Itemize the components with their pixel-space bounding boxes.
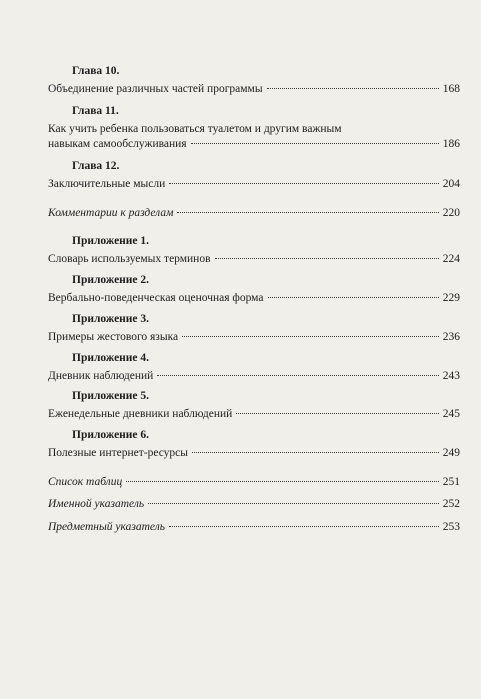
chapter-label: Приложение 3. [72,313,150,325]
toc-entry-chapter-12 [48,159,460,192]
chapter-label: Глава 11. [72,105,119,117]
entry-title: Заключительные мысли [48,178,166,190]
toc-line [48,291,460,306]
page-number: 229 [442,292,460,304]
toc-entry-subject-index [48,520,460,535]
toc-line [48,369,460,384]
entry-title: Вербально-поведенческая оценочная форма [48,292,264,304]
dot-leader [267,88,439,89]
chapter-label: Глава 12. [72,160,120,172]
page-number: 243 [442,370,460,382]
page-number: 252 [442,498,460,510]
toc-line [48,82,460,97]
page-number: 204 [442,178,460,190]
entry-title: Примеры жестового языка [48,331,179,343]
page-number: 251 [442,476,460,488]
dot-leader [182,336,439,337]
toc-entry-name-index [48,497,460,512]
toc-line [48,137,460,152]
page-number: 253 [442,521,460,533]
page-number: 220 [442,207,460,219]
toc-line [48,206,460,221]
toc-line [48,252,460,267]
dot-leader [268,297,439,298]
chapter-label: Приложение 6. [72,429,150,441]
toc-entry-list-of-tables [48,475,460,490]
entry-title: Комментарии к разделам [48,207,174,219]
chapter-label: Приложение 1. [72,235,150,247]
toc-line [48,520,460,535]
page-number: 168 [442,83,460,95]
entry-title-line-1: Как учить ребенка пользоваться туалетом и другим важным [48,123,342,135]
entry-title: Полезные интернет-ресурсы [48,447,189,459]
chapter-label: Приложение 2. [72,274,150,286]
toc-entry-chapter-11 [48,104,460,152]
toc-entry-appendix-3 [48,312,460,345]
dot-leader [148,503,439,504]
page-number: 236 [442,331,460,343]
dot-leader [177,212,438,213]
toc-line [48,475,460,490]
dot-leader [236,413,438,414]
toc-line [48,330,460,345]
dot-leader [169,183,438,184]
chapter-label: Глава 10. [72,65,120,77]
toc-entry-chapter-10 [48,64,460,97]
toc-line [48,177,460,192]
toc-line [48,407,460,422]
toc-line [48,446,460,461]
toc-entry-appendix-6 [48,428,460,461]
toc-line [48,497,460,512]
chapter-label: Приложение 4. [72,352,150,364]
toc-entry-appendix-1 [48,234,460,267]
entry-title: Еженедельные дневники наблюдений [48,408,233,420]
entry-title: Предметный указатель [48,521,165,533]
entry-title: Список таблиц [48,476,123,488]
toc-entry-appendix-5 [48,389,460,422]
entry-title: Дневник наблюдений [48,370,154,382]
page-number: 186 [442,138,460,150]
toc-entry-comments [48,206,460,221]
page-number: 245 [442,408,460,420]
dot-leader [126,481,439,482]
entry-title: навыкам самообслуживания [48,138,187,150]
toc-entry-appendix-4 [48,351,460,384]
chapter-label: Приложение 5. [72,390,150,402]
toc-entry-appendix-2 [48,273,460,306]
entry-title: Объединение различных частей программы [48,83,263,95]
dot-leader [157,375,438,376]
dot-leader [215,258,439,259]
page-number: 249 [442,447,460,459]
page-number: 224 [442,253,460,265]
dot-leader [191,143,439,144]
entry-title: Именной указатель [48,498,145,510]
entry-title: Словарь используемых терминов [48,253,211,265]
dot-leader [192,452,439,453]
dot-leader [169,526,439,527]
